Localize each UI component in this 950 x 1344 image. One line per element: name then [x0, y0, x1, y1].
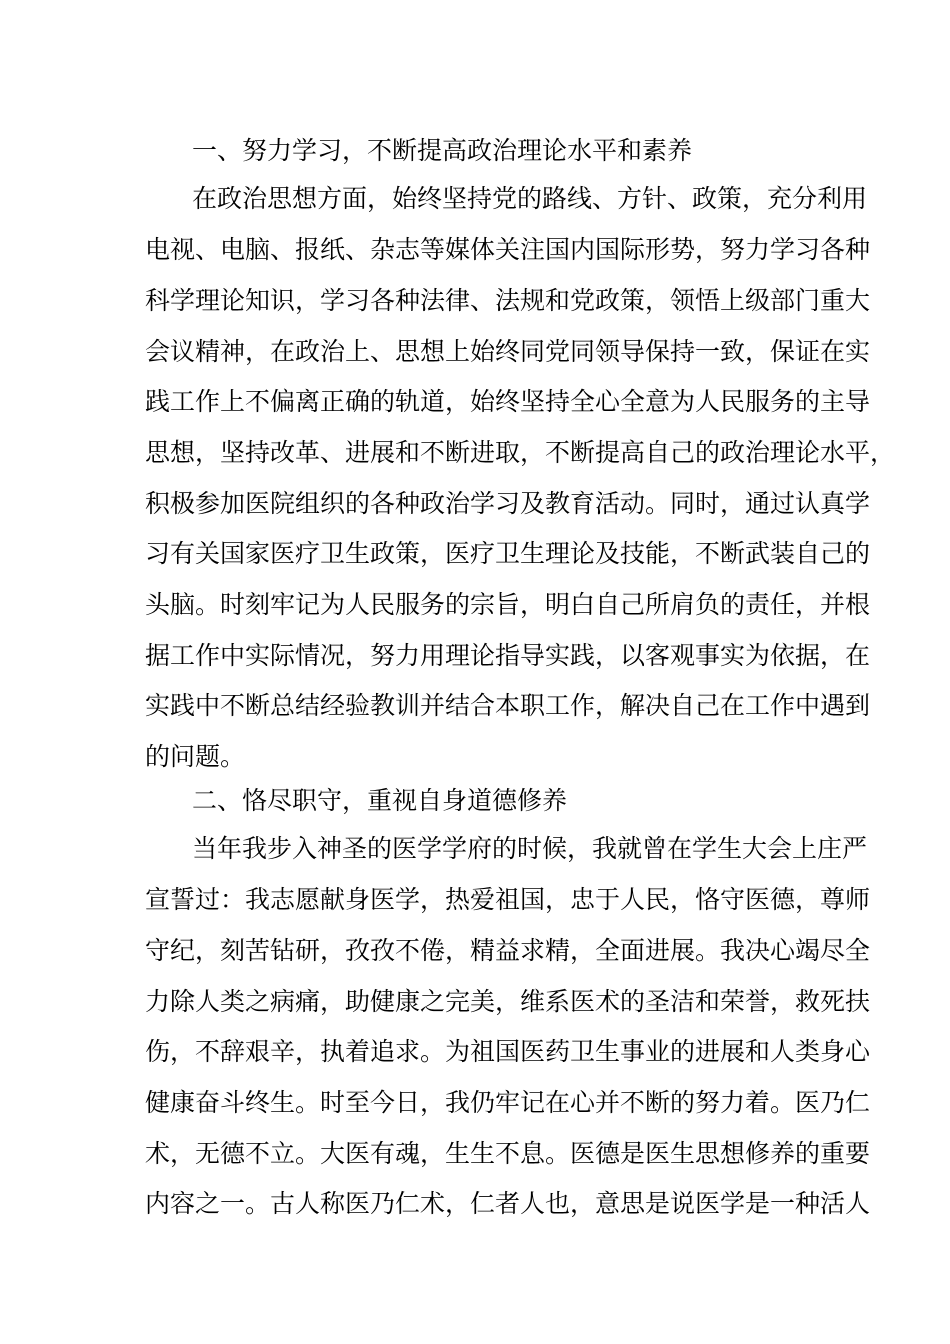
paragraph-2-line: 当年我步入神圣的医学学府的时候，我就曾在学生大会上庄严 — [192, 834, 868, 863]
paragraph-2-line: 力除人类之病痛，助健康之完美，维系医术的圣洁和荣誉，救死扶 — [145, 987, 871, 1016]
paragraph-1-line: 实践中不断总结经验教训并结合本职工作，解决自己在工作中遇到 — [145, 691, 871, 720]
paragraph-1-line: 积极参加医院组织的各种政治学习及教育活动。同时，通过认真学 — [145, 489, 871, 518]
paragraph-2-line: 术，无德不立。大医有魂，生生不息。医德是医生思想修养的重要 — [145, 1139, 871, 1168]
section-heading-2: 二、恪尽职守，重视自身道德修养 — [192, 786, 568, 815]
paragraph-1-line: 在政治思想方面，始终坚持党的路线、方针、政策，充分利用 — [192, 184, 868, 213]
paragraph-1-line: 会议精神，在政治上、思想上始终同党同领导保持一致，保证在实 — [145, 337, 871, 366]
paragraph-1-line: 科学理论知识，学习各种法律、法规和党政策，领悟上级部门重大 — [145, 286, 871, 315]
section-heading-1: 一、努力学习，不断提高政治理论水平和素养 — [192, 136, 693, 165]
paragraph-1-line: 据工作中实际情况，努力用理论指导实践，以客观事实为依据，在 — [145, 641, 871, 670]
paragraph-1-line: 习有关国家医疗卫生政策，医疗卫生理论及技能，不断武装自己的 — [145, 539, 871, 568]
paragraph-2-line: 守纪，刻苦钻研，孜孜不倦，精益求精，全面进展。我决心竭尽全 — [145, 936, 871, 965]
paragraph-1-line: 头脑。时刻牢记为人民服务的宗旨，明白自己所肩负的责任，并根 — [145, 590, 871, 619]
paragraph-2-line: 宣誓过：我志愿献身医学，热爱祖国，忠于人民，恪守医德，尊师 — [145, 885, 871, 914]
paragraph-2-line: 健康奋斗终生。时至今日，我仍牢记在心并不断的努力着。医乃仁 — [145, 1088, 871, 1117]
paragraph-2-line: 内容之一。古人称医乃仁术，仁者人也，意思是说医学是一种活人 — [145, 1189, 871, 1218]
paragraph-1-line: 电视、电脑、报纸、杂志等媒体关注国内国际形势，努力学习各种 — [145, 235, 871, 264]
paragraph-1-line: 的问题。 — [145, 742, 246, 771]
paragraph-1-line: 践工作上不偏离正确的轨道，始终坚持全心全意为人民服务的主导 — [145, 387, 871, 416]
paragraph-1-line: 思想，坚持改革、进展和不断进取，不断提高自己的政治理论水平， — [145, 438, 896, 467]
paragraph-2-line: 伤，不辞艰辛，执着追求。为祖国医药卫生事业的进展和人类身心 — [145, 1037, 871, 1066]
